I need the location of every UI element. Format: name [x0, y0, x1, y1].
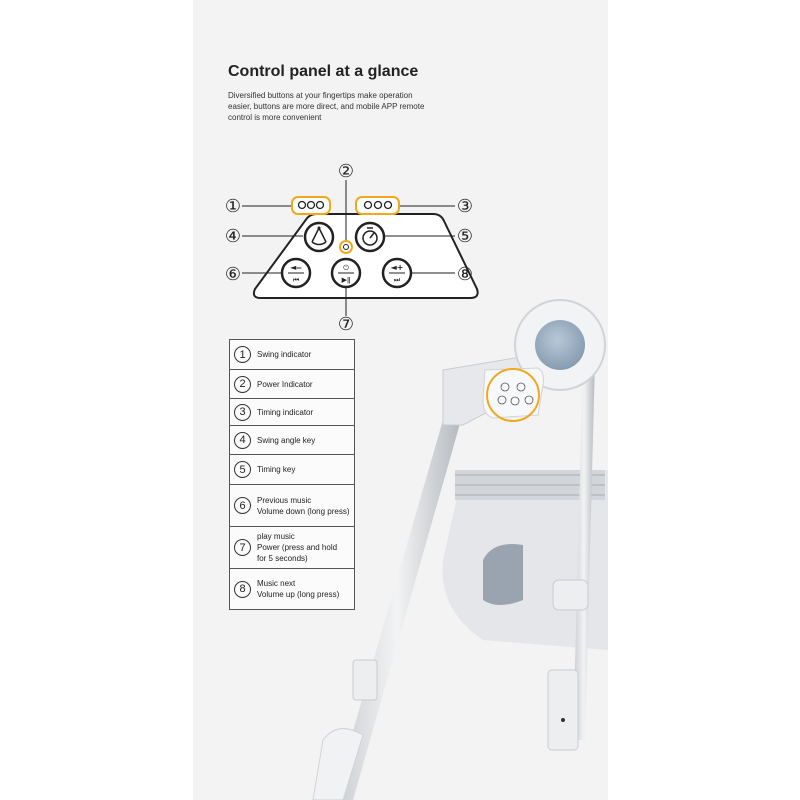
legend-number: 8 — [234, 581, 251, 598]
svg-text:◄‒: ◄‒ — [290, 263, 302, 272]
legend-number: 3 — [234, 404, 251, 421]
legend-label-line: play music — [257, 532, 295, 541]
legend-label-line: Power Indicator — [257, 379, 313, 389]
seat-cushion — [483, 544, 523, 605]
legend-label — [257, 531, 337, 564]
legend-label — [257, 379, 313, 390]
legend-row — [230, 426, 354, 455]
callout-5: ⑤ — [456, 226, 474, 247]
callout-2: ② — [337, 161, 355, 182]
svg-text:▶ǁ: ▶ǁ — [341, 276, 351, 284]
legend-table — [229, 339, 355, 610]
svg-text:⏻: ⏻ — [343, 264, 349, 272]
legend-label-line: Previous music — [257, 495, 312, 505]
legend-label-line: Volume up (long press) — [257, 590, 340, 599]
legend-label-line: Timing indicator — [257, 407, 314, 417]
hub-lens — [535, 320, 585, 370]
legend-label — [257, 349, 311, 360]
product-panel — [193, 0, 608, 800]
svg-text:◄+: ◄+ — [390, 263, 404, 272]
rear-leg-foot — [548, 670, 578, 750]
callout-6: ⑥ — [224, 264, 242, 285]
legend-label-line: Music next — [257, 579, 296, 588]
front-clamp — [353, 660, 377, 700]
legend-number: 7 — [234, 539, 251, 556]
legend-number: 4 — [234, 432, 251, 449]
legend-row — [230, 569, 354, 609]
legend-row — [230, 370, 354, 399]
legend-label-line: for 5 seconds) — [257, 554, 308, 563]
legend-label — [257, 407, 313, 418]
legend-number: 5 — [234, 461, 251, 478]
callout-7: ⑦ — [337, 314, 355, 335]
legend-label-line: Timing key — [257, 465, 296, 474]
callout-4: ④ — [224, 226, 242, 247]
legend-row — [230, 527, 354, 569]
callout-1: ① — [224, 196, 242, 217]
legend-label — [257, 464, 295, 475]
legend-row — [230, 340, 354, 370]
legend-number: 1 — [234, 346, 251, 363]
svg-text:⏮: ⏮ — [292, 276, 300, 284]
legend-label — [257, 495, 350, 517]
legend-label-line: Swing indicator — [257, 350, 312, 359]
svg-text:⏭: ⏭ — [393, 276, 401, 284]
legend-row — [230, 399, 354, 426]
legend-label — [257, 578, 339, 600]
callout-8: ⑧ — [456, 264, 474, 285]
rear-joint — [553, 580, 588, 610]
legend-number: 6 — [234, 497, 251, 514]
legend-row — [230, 455, 354, 485]
legend-row — [230, 485, 354, 527]
page-subtitle: Diversified buttons at your fingertips make operation easier, buttons are more direct, and mobile APP remote control is more convenient — [228, 91, 425, 122]
page-title: Control panel at a glance — [228, 63, 419, 80]
legend-label-line: Volume down (long press) — [257, 506, 350, 516]
callout-3: ③ — [456, 196, 474, 217]
legend-number: 2 — [234, 376, 251, 393]
legend-label-line: Swing angle key — [257, 435, 316, 445]
legend-label — [257, 435, 315, 446]
legend-label-line: Power (press and hold — [257, 543, 338, 552]
